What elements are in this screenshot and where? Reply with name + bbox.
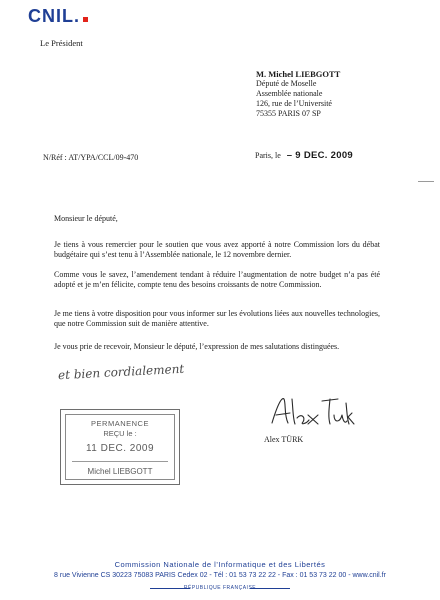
letter-paragraph: Je tiens à vous remercier pour le soutien que vous avez apporté à notre Commission lors du débat budgétaire qui s’est tenu à l’Assemblée nationale, le 12 novembre dernier. [54,240,380,259]
logo-text: CNIL. [28,6,80,26]
stamp-inner-frame [65,414,175,480]
reference-number: N/Réf : AT/YPA/CCL/09-470 [43,153,139,162]
letter-paragraph: Je me tiens à votre disposition pour vous informer sur les évolutions liées aux nouvelles technologies, que notre Commission suit de manière attentive. [54,309,380,328]
date-stamp: – 9 DEC. 2009 [286,150,353,161]
recipient-line: 126, rue de l’Université [256,99,332,108]
handwritten-signature [268,393,358,431]
stamp-office-label: PERMANENCE [91,419,149,428]
footer-republic: RÉPUBLIQUE FRANÇAISE [183,585,257,591]
logo-red-square-icon [83,17,88,22]
letter-paragraph: Comme vous le savez, l’amendement tendant à réduire l’augmentation de notre budget n’a pas été adopté et je m’en félicite, compte tenu des besoins croissants de notre Commission. [54,270,380,289]
recipient-line: 75355 PARIS 07 SP [256,109,321,118]
stamp-divider [72,461,168,462]
date-place: Paris, le [255,151,281,160]
fold-mark [418,181,434,182]
salutation: Monsieur le député, [54,214,118,223]
recipient-address-block [256,69,340,119]
recipient-line: Assemblée nationale [256,89,323,98]
letter-paragraph: Je vous prie de recevoir, Monsieur le député, l’expression de mes salutations distinguées. [54,342,340,351]
recipient-line: Député de Moselle [256,79,317,88]
letter-date [255,150,353,161]
stamp-recipient-name: Michel LIEBGOTT [87,467,153,476]
received-stamp [60,409,180,485]
signatory-title: Le Président [40,38,83,48]
recipient-name: M. Michel LIEBGOTT [256,69,341,79]
signer-name: Alex TÜRK [264,435,304,444]
footer-address: 8 rue Vivienne CS 30223 75083 PARIS Cedex 02 - Tél : 01 53 73 22 22 - Fax : 01 53 73 22 00 - www.cnil.fr [54,572,386,579]
footer-organization: Commission Nationale de l’Informatique et des Libertés [114,560,326,569]
handwritten-note: et bien cordialement [57,361,185,383]
stamp-received-label: REÇU le : [103,429,137,438]
stamp-received-date: 11 DEC. 2009 [85,443,155,454]
cnil-logo [28,6,88,27]
